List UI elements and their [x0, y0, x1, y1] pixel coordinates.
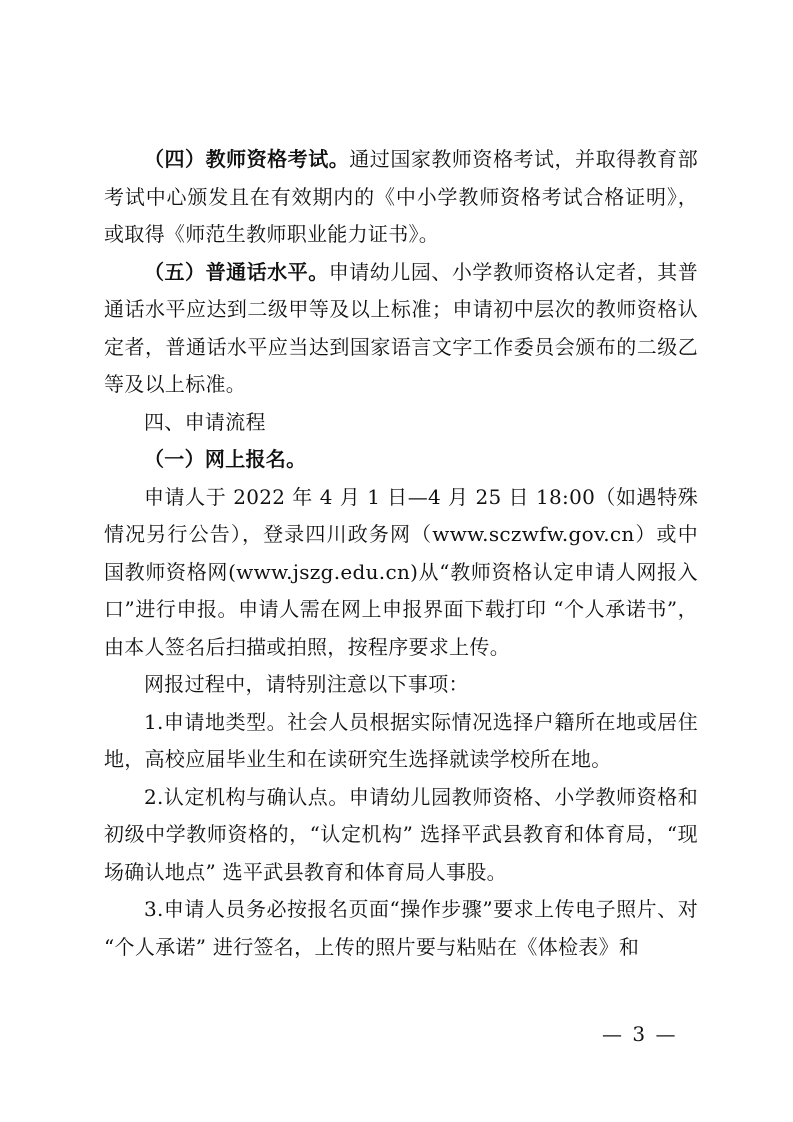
paragraph-teacher-exam	[104, 141, 698, 254]
subsection-heading: （一）网上报名。	[144, 447, 307, 471]
body-paragraph-item-1: 1.申请地类型。社会人员根据实际情况选择户籍所在地或居住地，高校应届毕业生和在读研究生选择就读学校所在地。	[104, 709, 698, 771]
body-paragraph-online-registration: 申请人于 2022 年 4 月 1 日—4 月 25 日 18:00（如遇特殊情况另行公告），登录四川政务网（www.sczwfw.gov.cn）或中国教师资格网(www.jszg.edu.cn)从“教师资格认定申请人网报入口”进行申报。申请人需在网上申报界面下载打印 “个人承诺书”，由本人签名后扫描或拍照，按程序要求上传。	[104, 484, 698, 659]
document-body	[104, 141, 698, 966]
paragraph-text: 申请幼儿园、小学教师资格认定者，其普通话水平应达到二级甲等及以上标准；申请初中层次的教师资格认定者，普通话水平应当达到国家语言文字工作委员会颁布的二级乙等及以上标准。	[104, 259, 699, 396]
body-paragraph-notice-intro: 网报过程中，请特别注意以下事项：	[144, 672, 469, 696]
page-number: — 3 —	[602, 1022, 678, 1046]
section-heading: 四、申请流程	[144, 409, 266, 434]
paragraph-mandarin-level	[104, 254, 698, 404]
body-paragraph-item-2: 2.认定机构与确认点。申请幼儿园教师资格、小学教师资格和初级中学教师资格的，“认定机构” 选择平武县教育和体育局，“现场确认地点” 选平武县教育和体育局人事股。	[104, 784, 698, 884]
body-paragraph-item-3: 3.申请人员务必按报名页面“操作步骤”要求上传电子照片、对 “个人承诺” 进行签名，上传的照片要与粘贴在《体检表》和	[104, 897, 698, 959]
paragraph-lead: （五）普通话水平。	[144, 259, 329, 284]
paragraph-text: 通过国家教师资格考试，并取得教育部考试中心颁发且在有效期内的《中小学教师资格考试合格证明》，或取得《师范生教师职业能力证书》。	[104, 147, 698, 246]
paragraph-lead: （四）教师资格考试。	[144, 147, 350, 171]
